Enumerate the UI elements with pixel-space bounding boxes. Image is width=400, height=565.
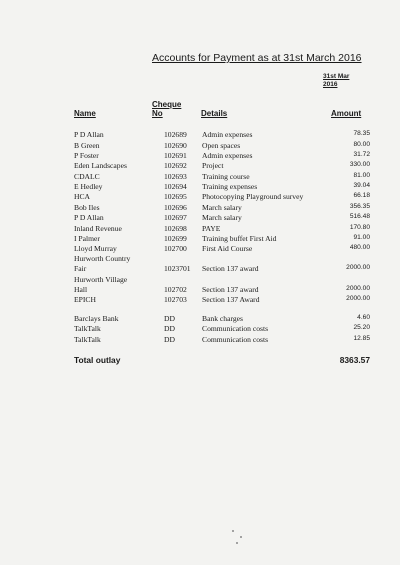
table-row <box>0 203 400 213</box>
row-cheque-no: 102690 <box>164 141 187 150</box>
scan-speck <box>232 530 234 532</box>
row-cheque-no: 102699 <box>164 234 187 243</box>
row-name: TalkTalk <box>74 324 101 333</box>
row-cheque-no: 102693 <box>164 172 187 181</box>
row-details: Section 137 award <box>202 264 259 273</box>
row-cheque-no: 102697 <box>164 213 187 222</box>
table-row <box>0 244 400 254</box>
row-details: Training buffet First Aid <box>202 234 277 243</box>
row-cheque-no: 102703 <box>164 295 187 304</box>
row-amount: 2000.00 <box>346 295 370 302</box>
column-header-cheque <box>152 100 181 118</box>
table-row <box>0 141 400 151</box>
row-name: Hurworth Country <box>74 254 131 263</box>
row-cheque-no: DD <box>164 324 175 333</box>
row-amount: 480.00 <box>349 244 370 251</box>
row-details: Project <box>202 161 224 170</box>
table-row <box>0 151 400 161</box>
row-amount: 31.72 <box>353 151 370 158</box>
table-row <box>0 182 400 192</box>
row-name: Hurworth Village <box>74 275 128 284</box>
row-name: TalkTalk <box>74 335 101 344</box>
row-name: P D Allan <box>74 130 104 139</box>
row-cheque-no: 102694 <box>164 182 187 191</box>
table-row <box>0 314 400 324</box>
row-details: Communication costs <box>202 335 269 344</box>
row-amount: 516.48 <box>349 213 370 220</box>
row-details: Section 137 award <box>202 285 259 294</box>
row-amount: 2000.00 <box>346 285 370 292</box>
column-header-cheque-line-2: No <box>152 109 163 118</box>
row-cheque-no: 102695 <box>164 192 187 201</box>
row-name: Barclays Bank <box>74 314 119 323</box>
table-row <box>0 285 400 295</box>
row-cheque-no: DD <box>164 335 175 344</box>
row-name: Bob Iles <box>74 203 100 212</box>
column-header-details: Details <box>201 109 228 118</box>
row-name: B Green <box>74 141 100 150</box>
row-details: Section 137 Award <box>202 295 260 304</box>
row-details: Admin expenses <box>202 151 253 160</box>
row-details: First Aid Course <box>202 244 253 253</box>
total-value: 8363.57 <box>339 355 370 365</box>
row-details: Communication costs <box>202 324 269 333</box>
row-details: Admin expenses <box>202 130 253 139</box>
table-row <box>0 172 400 182</box>
column-header-name: Name <box>74 109 96 118</box>
row-name: Eden Landscapes <box>74 161 127 170</box>
row-cheque-no: 102702 <box>164 285 187 294</box>
row-name: CDALC <box>74 172 100 181</box>
date-header <box>323 73 349 88</box>
column-header-cheque-line-1: Cheque <box>152 100 182 109</box>
row-amount: 2000.00 <box>346 264 370 271</box>
row-cheque-no: 1023701 <box>164 264 191 273</box>
row-cheque-no: 102700 <box>164 244 187 253</box>
table-row <box>0 161 400 171</box>
table-row <box>0 324 400 334</box>
row-name: HCA <box>74 192 91 201</box>
total-label: Total outlay <box>74 355 121 365</box>
row-amount: 66.18 <box>353 192 370 199</box>
row-amount: 25.20 <box>353 324 370 331</box>
row-details: March salary <box>202 203 242 212</box>
row-details: March salary <box>202 213 242 222</box>
table-row <box>0 264 400 274</box>
row-amount: 91.00 <box>353 234 370 241</box>
row-amount: 4.60 <box>357 314 370 321</box>
row-name: P Foster <box>74 151 99 160</box>
row-name: EPICH <box>74 295 96 304</box>
row-name: E Hedley <box>74 182 103 191</box>
row-cheque-no: 102691 <box>164 151 187 160</box>
row-details: PAYE <box>202 224 221 233</box>
scan-speck <box>236 542 238 544</box>
column-header-amount: Amount <box>331 109 362 118</box>
row-details: Open spaces <box>202 141 241 150</box>
row-details: Training expenses <box>202 182 258 191</box>
row-amount: 12.85 <box>353 335 370 342</box>
row-amount: 81.00 <box>353 172 370 179</box>
date-header-line-1: 31st Mar <box>323 73 350 80</box>
row-details: Training course <box>202 172 250 181</box>
row-amount: 170.80 <box>349 224 370 231</box>
table-row <box>0 275 400 285</box>
row-amount: 330.00 <box>349 161 370 168</box>
table-row <box>0 254 400 264</box>
row-cheque-no: 102696 <box>164 203 187 212</box>
date-header-line-2: 2016 <box>323 80 338 88</box>
table-row <box>0 335 400 345</box>
table-row <box>0 192 400 202</box>
row-details: Bank charges <box>202 314 243 323</box>
row-details: Photocopying Playground survey <box>202 192 304 201</box>
row-cheque-no: 102698 <box>164 224 187 233</box>
table-row <box>0 213 400 223</box>
row-name: I Palmer <box>74 234 100 243</box>
row-name: P D Allan <box>74 213 104 222</box>
row-cheque-no: 102689 <box>164 130 187 139</box>
document-title: Accounts for Payment as at 31st March 2016 <box>152 52 362 64</box>
row-amount: 356.35 <box>349 203 370 210</box>
scan-speck <box>240 536 242 538</box>
row-name: Lloyd Murray <box>74 244 117 253</box>
row-cheque-no: DD <box>164 314 175 323</box>
table-row <box>0 130 400 140</box>
row-amount: 78.35 <box>353 130 370 137</box>
row-amount: 39.04 <box>353 182 370 189</box>
row-cheque-no: 102692 <box>164 161 187 170</box>
table-row <box>0 295 400 305</box>
table-row <box>0 234 400 244</box>
row-name: Hall <box>74 285 88 294</box>
row-name: Fair <box>74 264 87 273</box>
row-name: Inland Revenue <box>74 224 122 233</box>
table-row <box>0 224 400 234</box>
row-amount: 80.00 <box>353 141 370 148</box>
